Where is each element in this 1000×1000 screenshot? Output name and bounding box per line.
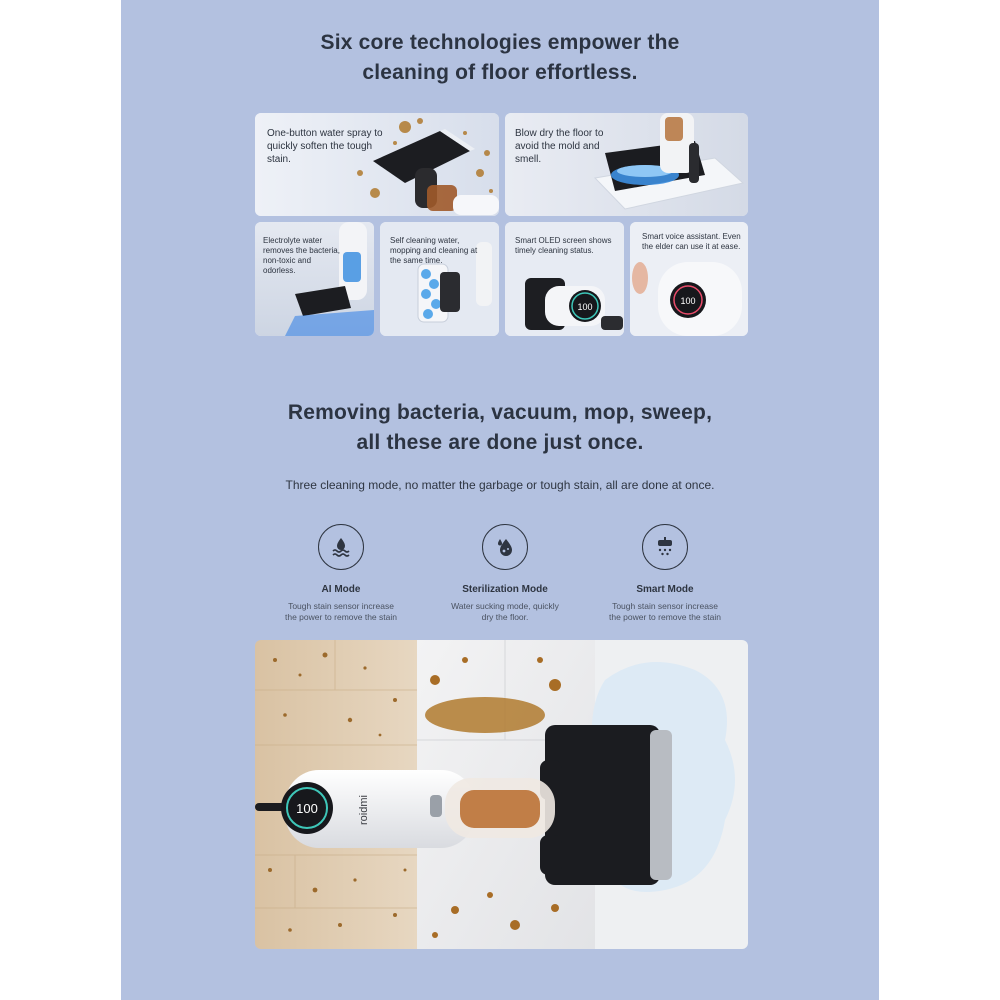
droplets-icon — [482, 524, 528, 570]
vacuum-over-floors-illustration — [255, 640, 748, 949]
heading-line: all these are done just once. — [356, 431, 644, 454]
mode-desc — [420, 601, 590, 623]
heading-line: Six core technologies empower the — [320, 31, 680, 54]
heading-line: cleaning of floor effortless. — [362, 61, 638, 84]
heading-line: Removing bacteria, vacuum, mop, sweep, — [287, 401, 713, 424]
section-heading-technologies — [121, 28, 879, 88]
wave-drop-icon — [318, 524, 364, 570]
sprinkle-icon — [642, 524, 688, 570]
mode-sterilization — [420, 524, 590, 623]
feature-text: Smart voice assistant. Even the elder can use it at ease. — [642, 232, 741, 251]
feature-card-self-cleaning — [380, 222, 499, 336]
mode-desc-line: the power to remove the stain — [285, 612, 397, 622]
mode-desc-line: the power to remove the stain — [609, 612, 721, 622]
mode-name: Smart Mode — [636, 584, 694, 595]
hero-screen-value: 100 — [296, 801, 318, 816]
mode-smart — [580, 524, 750, 623]
feature-card-blow-dry — [505, 113, 748, 216]
mode-desc — [256, 601, 426, 623]
hero-brand-label: roidmi — [358, 795, 370, 825]
feature-card-electrolyte — [255, 222, 374, 336]
hero-product-image — [255, 640, 748, 949]
feature-text: One-button water spray to quickly soften the tough stain. — [267, 128, 383, 165]
mode-desc-line: Tough stain sensor increase — [612, 601, 718, 611]
feature-card-voice-assistant — [630, 222, 748, 336]
section-heading-modes — [121, 398, 879, 458]
voice-screen-value: 100 — [680, 296, 696, 306]
feature-text: Smart OLED screen shows timely cleaning status. — [515, 236, 612, 255]
oled-value: 100 — [577, 302, 593, 312]
mode-name: AI Mode — [321, 584, 361, 595]
feature-card-oled — [505, 222, 624, 336]
mode-desc-line: Water sucking mode, quickly — [451, 601, 559, 611]
feature-text: Blow dry the floor to avoid the mold and smell. — [515, 128, 604, 165]
feature-card-water-spray — [255, 113, 499, 216]
feature-text: Electrolyte water removes the bacteria, non-toxic and odorless. — [263, 236, 340, 275]
mode-desc-line: dry the floor. — [481, 612, 529, 622]
modes-subtitle: Three cleaning mode, no matter the garbage or tough stain, all are done at once. — [285, 478, 715, 492]
mode-ai — [256, 524, 426, 623]
feature-text: Self cleaning water, mopping and cleaning at the same time. — [390, 236, 478, 265]
mode-desc — [580, 601, 750, 623]
mode-name: Sterilization Mode — [462, 584, 548, 595]
mode-desc-line: Tough stain sensor increase — [288, 601, 394, 611]
